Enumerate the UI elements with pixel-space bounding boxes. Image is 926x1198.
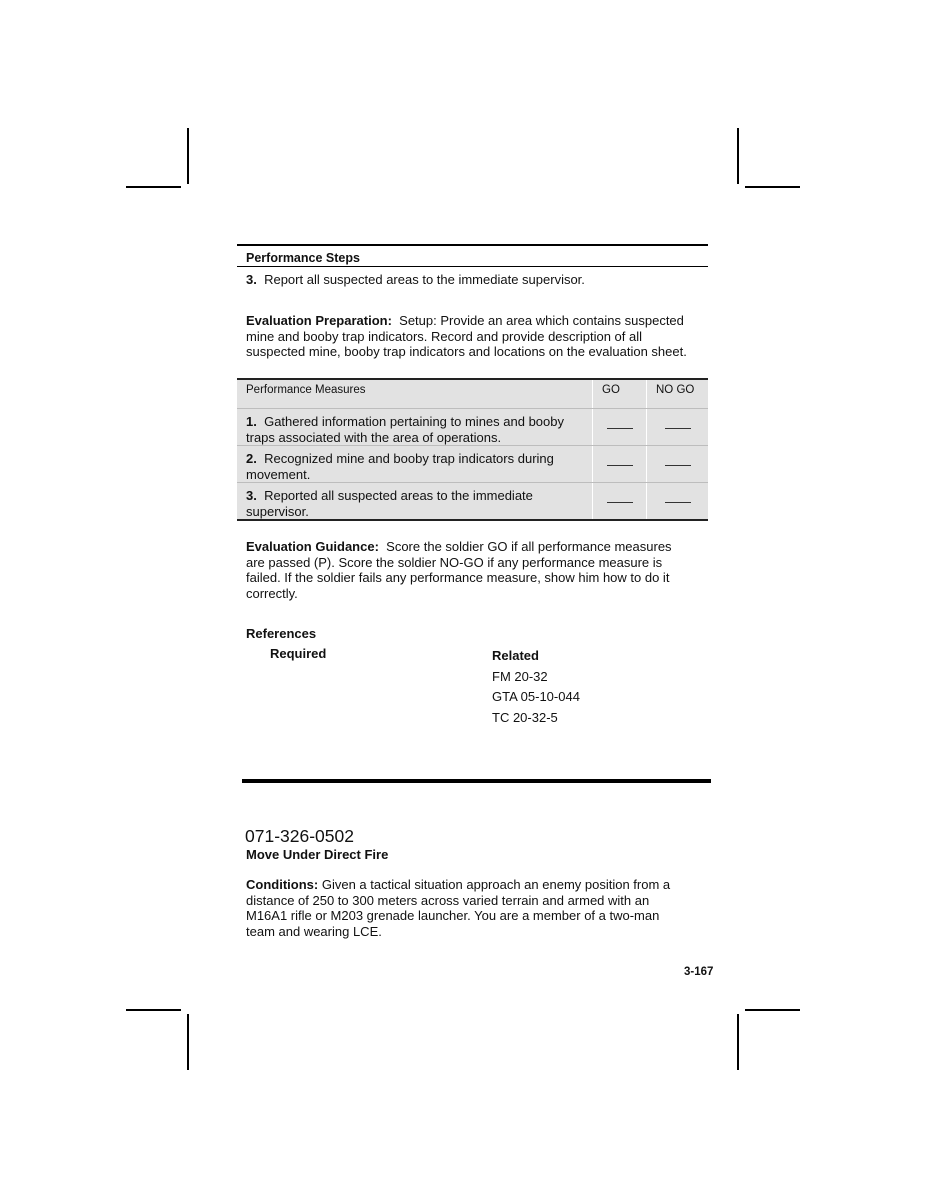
page-number: 3-167 bbox=[684, 966, 714, 978]
evaluation-guidance-line: failed. If the soldier fails any performance measure, show him how to do it bbox=[246, 570, 670, 585]
task-number: 071-326-0502 bbox=[245, 826, 354, 846]
measure-text: Gathered information pertaining to mines and booby traps associated with the area of operations. bbox=[246, 414, 564, 445]
table-header-row bbox=[237, 379, 708, 409]
measure-number: 2. bbox=[246, 451, 257, 466]
crop-mark-top-left-vertical bbox=[187, 128, 189, 184]
evaluation-guidance-line: correctly. bbox=[246, 585, 298, 601]
header-no-go: NO GO bbox=[647, 379, 709, 409]
evaluation-guidance-label: Evaluation Guidance: bbox=[246, 539, 379, 554]
reference-item: GTA 05-10-044 bbox=[492, 689, 580, 704]
no-go-blank[interactable] bbox=[647, 409, 709, 446]
measure-number: 1. bbox=[246, 414, 257, 429]
references-related-label: Related bbox=[492, 648, 539, 663]
crop-mark-bottom-left-horizontal bbox=[126, 1009, 181, 1011]
performance-measures-table bbox=[237, 378, 708, 521]
conditions-line: Given a tactical situation approach an enemy position from a bbox=[321, 877, 671, 892]
header-performance-measures: Performance Measures bbox=[237, 379, 593, 409]
go-blank[interactable] bbox=[593, 446, 647, 483]
go-blank[interactable] bbox=[593, 483, 647, 521]
task-title: Move Under Direct Fire bbox=[246, 847, 389, 862]
go-blank[interactable] bbox=[593, 409, 647, 446]
crop-mark-bottom-left-vertical bbox=[187, 1014, 189, 1070]
conditions-line: distance of 250 to 300 meters across varied terrain and armed with an bbox=[246, 892, 650, 908]
evaluation-guidance-line: Score the soldier GO if all performance measures bbox=[386, 539, 672, 554]
references-heading: References bbox=[246, 626, 317, 641]
table-row bbox=[237, 483, 708, 521]
table-row bbox=[237, 409, 708, 446]
crop-mark-top-right-vertical bbox=[737, 128, 739, 184]
conditions-label: Conditions: bbox=[246, 877, 319, 892]
measure-cell bbox=[237, 483, 593, 521]
reference-item: FM 20-32 bbox=[492, 668, 548, 684]
measure-text: Recognized mine and booby trap indicators during movement. bbox=[246, 451, 554, 482]
evaluation-preparation bbox=[246, 313, 716, 360]
step-text: Report all suspected areas to the immediate supervisor. bbox=[264, 272, 585, 287]
no-go-blank[interactable] bbox=[647, 483, 709, 521]
references-related-column bbox=[492, 646, 580, 728]
table-row bbox=[237, 446, 708, 483]
measure-cell bbox=[237, 446, 593, 483]
section-divider bbox=[242, 779, 711, 783]
conditions-line: M16A1 rifle or M203 grenade launcher. You are a member of a two-man bbox=[246, 908, 660, 923]
no-go-blank[interactable] bbox=[647, 446, 709, 483]
evaluation-guidance-line: are passed (P). Score the soldier NO-GO if any performance measure is bbox=[246, 554, 663, 570]
evaluation-preparation-label: Evaluation Preparation: bbox=[246, 313, 392, 328]
measure-number: 3. bbox=[246, 488, 257, 503]
crop-mark-top-right-horizontal bbox=[745, 186, 800, 188]
references-required-label: Required bbox=[270, 646, 327, 661]
steps-header-top-rule bbox=[237, 244, 708, 246]
measure-cell bbox=[237, 409, 593, 446]
evaluation-preparation-line: Setup: Provide an area which contains suspected bbox=[399, 313, 684, 328]
conditions-line: team and wearing LCE. bbox=[246, 923, 382, 939]
measure-text: Reported all suspected areas to the immediate supervisor. bbox=[246, 488, 533, 519]
crop-mark-bottom-right-vertical bbox=[737, 1014, 739, 1070]
performance-step-3 bbox=[246, 272, 585, 287]
evaluation-preparation-line: suspected mine, booby trap indicators and locations on the evaluation sheet. bbox=[246, 344, 687, 359]
task-conditions bbox=[246, 877, 716, 939]
reference-item: TC 20-32-5 bbox=[492, 709, 558, 725]
steps-header-bottom-rule bbox=[237, 266, 708, 267]
crop-mark-bottom-right-horizontal bbox=[745, 1009, 800, 1011]
evaluation-guidance bbox=[246, 539, 716, 601]
performance-steps-header: Performance Steps bbox=[246, 251, 360, 265]
evaluation-preparation-line: mine and booby trap indicators. Record and provide description of all bbox=[246, 328, 643, 344]
header-go: GO bbox=[593, 379, 647, 409]
step-number: 3. bbox=[246, 272, 257, 287]
crop-mark-top-left-horizontal bbox=[126, 186, 181, 188]
